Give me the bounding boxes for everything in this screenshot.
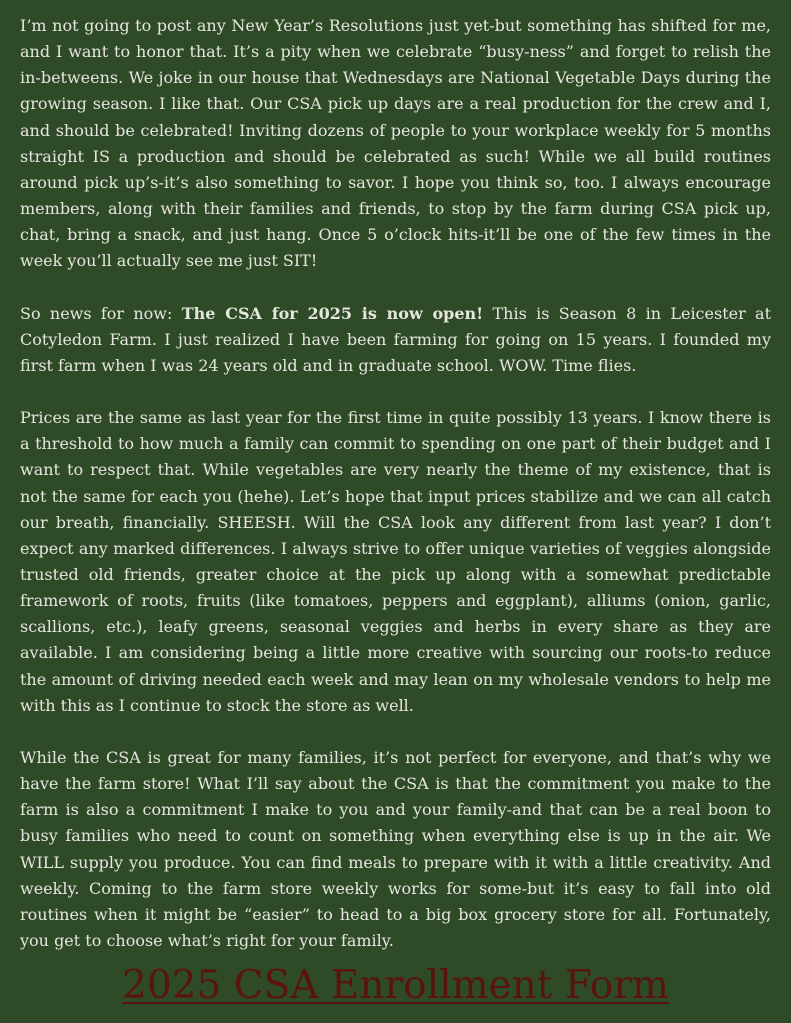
- enrollment-form-link[interactable]: 2025 CSA Enrollment Form: [122, 963, 669, 1009]
- news-rest-text: This is Season 8 in Leicester at Cotyledon Farm. I just realized I have been farming for going on 15 years. I founded my first farm when I was 24 years old and in graduate school. WOW. Time flies.: [20, 303, 772, 375]
- prices-paragraph: Prices are the same as last year for the first time in quite possibly 13 years. I know there is a threshold to how much a family can commit to spending on one part of their budget and I want to respect that. While vegetables are very nearly the theme of my existence, that is not the same for each you (hehe). Let’s hope that input prices stabilize and we can all catch our breath, financially. SHEESH. Will the CSA look any different from last year? I don’t expect any marked differences. I always strive to offer unique varieties of veggies alongside trusted old friends, greater choice at the pick up along with a somewhat predictable framework of roots, fruits (like tomatoes, peppers and eggplant), alliums (onion, garlic, scallions, etc.), leafy greens, seasonal veggies and herbs in every share as they are available. I am considering being a little more creative with sourcing our roots-to reduce the amount of driving needed each week and may lean on my wholesale vendors to help me with this as I continue to stock the store as well.: [20, 408, 771, 715]
- news-intro-text: So news for now:: [20, 303, 182, 323]
- csa-open-announcement: The CSA for 2025 is now open!: [181, 303, 484, 323]
- news-paragraph: [20, 301, 771, 379]
- farm-store-paragraph: While the CSA is great for many families, it’s not perfect for everyone, and that’s why we have the farm store! What I’ll say about the CSA is that the commitment you make to the farm is also a commitment I make to you and your family-and that can be a real boon to busy families who need to count on something when everything else is up in the air. We WILL supply you produce. You can find meals to prepare with it with a little creativity. And weekly. Coming to the farm store weekly works for some-but it’s easy to fall into old routines when it might be “easier” to head to a big box grocery store for all. Fortunately, you get to choose what’s right for your family.: [20, 747, 771, 950]
- intro-paragraph: I’m not going to post any New Year’s Resolutions just yet-but something has shifted for me, and I want to honor that. It’s a pity when we celebrate “busy-ness” and forget to relish the in-betweens. We joke in our house that Wednesdays are National Vegetable Days during the growing season. I like that. Our CSA pick up days are a real production for the crew and I, and should be celebrated! Inviting dozens of people to your workplace weekly for 5 months straight IS a production and should be celebrated as such! While we all build routines around pick up’s-it’s also something to savor. I hope you think so, too. I always encourage members, along with their families and friends, to stop by the farm during CSA pick up, chat, bring a snack, and just hang. Once 5 o’clock hits-it’ll be one of the few times in the week you’ll actually see me just SIT!: [20, 16, 771, 271]
